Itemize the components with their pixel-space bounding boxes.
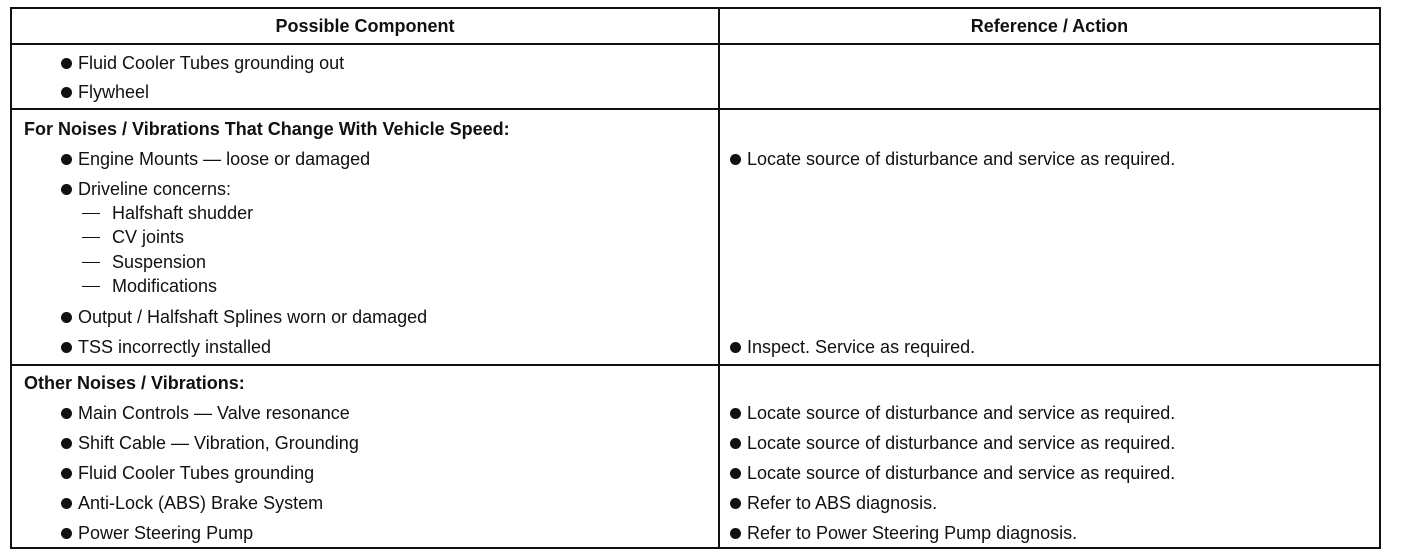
bullet-icon bbox=[61, 408, 72, 419]
action-item: Locate source of disturbance and service as required. bbox=[730, 432, 1175, 454]
sub-item: Halfshaft shudder bbox=[82, 202, 253, 224]
section-divider bbox=[12, 108, 1379, 110]
component-item: Main Controls — Valve resonance bbox=[61, 402, 350, 424]
bullet-icon bbox=[730, 528, 741, 539]
sub-item: Suspension bbox=[82, 251, 206, 273]
component-item: Engine Mounts — loose or damaged bbox=[61, 148, 370, 170]
bullet-icon bbox=[730, 342, 741, 353]
bullet-icon bbox=[730, 468, 741, 479]
component-item: Driveline concerns: bbox=[61, 178, 231, 200]
component-item: Power Steering Pump bbox=[61, 522, 253, 544]
header-possible-component: Possible Component bbox=[275, 16, 455, 36]
action-item: Locate source of disturbance and service as required. bbox=[730, 462, 1175, 484]
component-item: Output / Halfshaft Splines worn or damaged bbox=[61, 306, 427, 328]
bullet-icon bbox=[61, 342, 72, 353]
dash-icon bbox=[82, 237, 100, 239]
header-divider bbox=[12, 43, 1379, 45]
section-title: Other Noises / Vibrations: bbox=[24, 373, 245, 393]
bullet-icon bbox=[730, 408, 741, 419]
action-item: Locate source of disturbance and service as required. bbox=[730, 148, 1175, 170]
component-item: Fluid Cooler Tubes grounding bbox=[61, 462, 314, 484]
dash-icon bbox=[82, 213, 100, 215]
sub-item: CV joints bbox=[82, 226, 184, 248]
column-divider bbox=[718, 9, 720, 547]
bullet-icon bbox=[61, 154, 72, 165]
bullet-icon bbox=[61, 87, 72, 98]
bullet-icon bbox=[61, 58, 72, 69]
action-item: Locate source of disturbance and service as required. bbox=[730, 402, 1175, 424]
bullet-icon bbox=[730, 438, 741, 449]
dash-icon bbox=[82, 286, 100, 288]
header-reference-action: Reference / Action bbox=[970, 16, 1129, 36]
bullet-icon bbox=[730, 154, 741, 165]
bullet-icon bbox=[730, 498, 741, 509]
component-item: Anti-Lock (ABS) Brake System bbox=[61, 492, 323, 514]
section-title: For Noises / Vibrations That Change With Vehicle Speed: bbox=[24, 119, 510, 139]
action-item: Inspect. Service as required. bbox=[730, 336, 975, 358]
section-divider bbox=[12, 364, 1379, 366]
component-item: Fluid Cooler Tubes grounding out bbox=[61, 52, 344, 74]
component-item: Shift Cable — Vibration, Grounding bbox=[61, 432, 359, 454]
dash-icon bbox=[82, 262, 100, 264]
bullet-icon bbox=[61, 312, 72, 323]
bullet-icon bbox=[61, 184, 72, 195]
action-item: Refer to ABS diagnosis. bbox=[730, 492, 937, 514]
bullet-icon bbox=[61, 528, 72, 539]
action-item: Refer to Power Steering Pump diagnosis. bbox=[730, 522, 1077, 544]
bullet-icon bbox=[61, 498, 72, 509]
component-item: Flywheel bbox=[61, 81, 149, 103]
sub-item: Modifications bbox=[82, 275, 217, 297]
bullet-icon bbox=[61, 438, 72, 449]
component-item: TSS incorrectly installed bbox=[61, 336, 271, 358]
bullet-icon bbox=[61, 468, 72, 479]
diagnosis-table bbox=[10, 7, 1381, 549]
